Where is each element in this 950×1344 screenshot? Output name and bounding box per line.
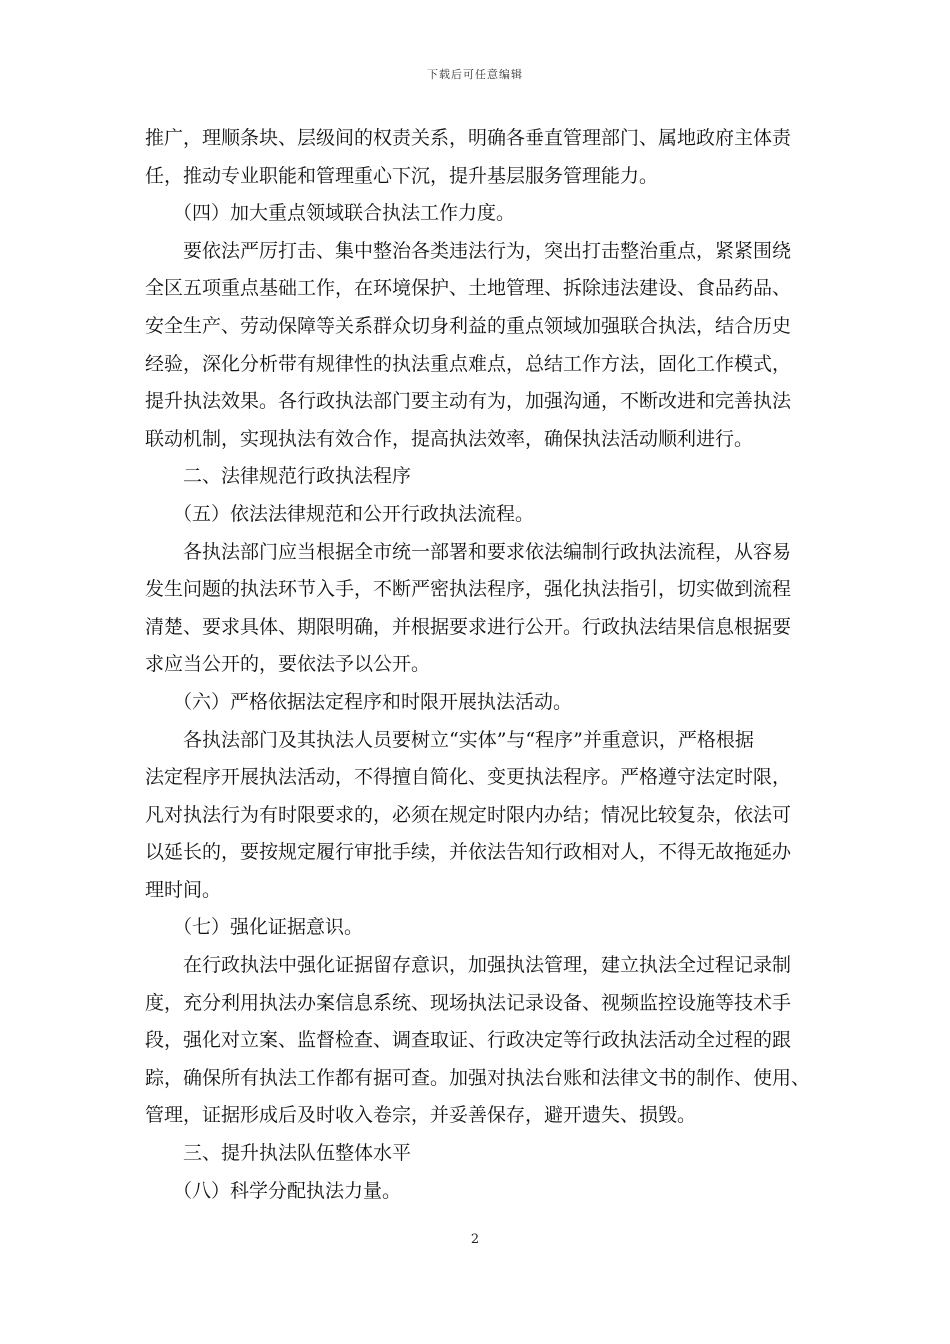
page-header: 下载后可任意编辑 bbox=[427, 68, 523, 81]
body-line: 安全生产、劳动保障等关系群众切身利益的重点领域加强联合执法，结合历史 bbox=[145, 314, 792, 337]
chapter-heading: 二、法律规范行政执法程序 bbox=[183, 465, 412, 488]
body-line: 度，充分利用执法办案信息系统、现场执法记录设备、视频监控设施等技术手 bbox=[145, 991, 792, 1014]
page-number: 2 bbox=[470, 1232, 480, 1247]
body-line: 管理，证据形成后及时收入卷宗，并妥善保存，避开遗失、损毁。 bbox=[145, 1104, 697, 1127]
body-line: 求应当公开的，要依法予以公开。 bbox=[145, 653, 431, 676]
body-line: 提升执法效果。各行政执法部门要主动有为，加强沟通，不断改进和完善执法 bbox=[145, 390, 792, 413]
body-line: 任，推动专业职能和管理重心下沉，提升基层服务管理能力。 bbox=[145, 164, 659, 187]
section-heading: （五）依法法律规范和公开行政执法流程。 bbox=[173, 502, 535, 525]
paragraph-first-line: 在行政执法中强化证据留存意识，加强执法管理，建立执法全过程记录制 bbox=[183, 954, 792, 977]
document-body bbox=[145, 120, 810, 1210]
paragraph-first-line: 要依法严厉打击、集中整治各类违法行为，突出打击整治重点，紧紧围绕 bbox=[183, 239, 792, 262]
paragraph-first-line: 各执法部门应当根据全市统一部署和要求依法编制行政执法流程，从容易 bbox=[183, 540, 792, 563]
section-heading: （四）加大重点领域联合执法工作力度。 bbox=[173, 202, 516, 225]
body-line: 凡对执法行为有时限要求的，必须在规定时限内办结；情况比较复杂，依法可 bbox=[145, 803, 792, 826]
body-line: 清楚、要求具体、期限明确，并根据要求进行公开。行政执法结果信息根据要 bbox=[145, 615, 792, 638]
body-line: 发生问题的执法环节入手，不断严密执法程序，强化执法指引，切实做到流程 bbox=[145, 578, 792, 601]
body-line: 段，强化对立案、监督检查、调查取证、行政决定等行政执法活动全过程的跟 bbox=[145, 1029, 792, 1052]
body-line: 以延长的，要按规定履行审批手续，并依法告知行政相对人，不得无故拖延办 bbox=[145, 841, 792, 864]
section-heading: （七）强化证据意识。 bbox=[173, 916, 364, 939]
body-line: 推广，理顺条块、层级间的权责关系，明确各垂直管理部门、属地政府主体责 bbox=[145, 127, 792, 149]
chapter-heading: 三、提升执法队伍整体水平 bbox=[183, 1142, 412, 1165]
body-line: 理时间。 bbox=[145, 878, 222, 901]
section-heading: （六）严格依据法定程序和时限开展执法活动。 bbox=[173, 690, 573, 713]
section-heading: （八）科学分配执法力量。 bbox=[173, 1179, 402, 1202]
body-line: 全区五项重点基础工作，在环境保护、土地管理、拆除违法建设、食品药品、 bbox=[145, 277, 792, 300]
body-line: 联动机制，实现执法有效合作，提高执法效率，确保执法活动顺利进行。 bbox=[145, 427, 754, 450]
body-line: 踪，确保所有执法工作都有据可查。加强对执法台账和法律文书的制作、使用、 bbox=[145, 1066, 811, 1089]
body-line: 法定程序开展执法活动，不得擅自简化、变更执法程序。严格遵守法定时限， bbox=[145, 766, 792, 789]
body-line: 经验，深化分析带有规律性的执法重点难点，总结工作方法，固化工作模式， bbox=[145, 352, 792, 375]
paragraph-first-line: 各执法部门及其执法人员要树立“实体”与“程序”并重意识，严格根据 bbox=[183, 728, 754, 751]
